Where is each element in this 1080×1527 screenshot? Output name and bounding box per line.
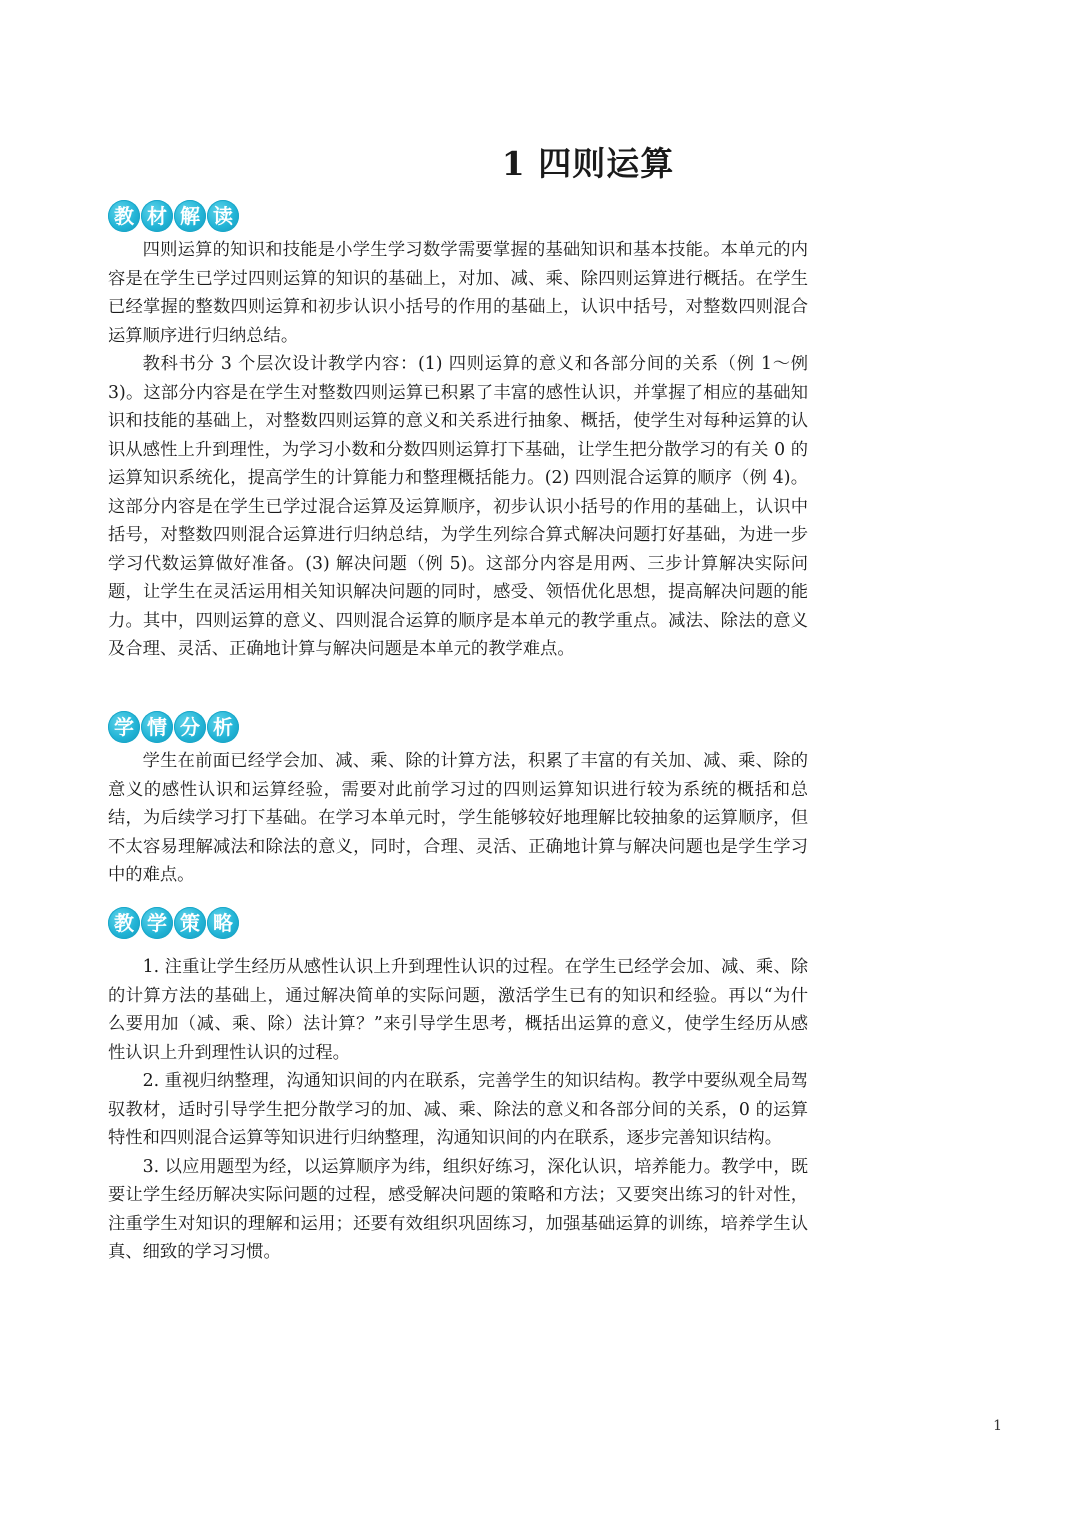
badge-char: 分	[174, 711, 206, 743]
paragraph: 1. 注重让学生经历从感性认识上升到理性认识的过程。在学生已经学会加、减、乘、除的计算方法的基础上，通过解决简单的实际问题，激活学生已有的知识和经验。再以“为什么要用加（减、乘、除）法计算？”来引导学生思考，概括出运算的意义，使学生经历从感性认识上升到理性认识的过程。	[108, 957, 808, 1063]
badge-char: 读	[207, 200, 239, 232]
section-student-analysis	[108, 711, 808, 890]
badge-char: 解	[174, 200, 206, 232]
badge-char: 情	[141, 711, 173, 743]
paragraph: 学生在前面已经学会加、减、乘、除的计算方法，积累了丰富的有关加、减、乘、除的意义的感性认识和运算经验，需要对此前学习过的四则运算知识进行较为系统的概括和总结，为后续学习打下基础。在学习本单元时，学生能够较好地理解比较抽象的运算顺序，但不太容易理解减法和除法的意义，同时，合理、灵活、正确地计算与解决问题也是学生学习中的难点。	[108, 751, 808, 885]
badge-char: 材	[141, 200, 173, 232]
badge-char: 析	[207, 711, 239, 743]
section-teaching-strategy	[108, 907, 808, 1267]
paragraph: 教科书分 3 个层次设计教学内容：(1) 四则运算的意义和各部分间的关系（例 1～例 3)。这部分内容是在学生对整数四则运算已积累了丰富的感性认识，并掌握了相应的基础知识和技能的基础上，对整数四则运算的意义和关系进行抽象、概括，使学生对每种运算的认识从感性上升到理性，为学习小数和分数四则运算打下基础，让学生把分散学习的有关 0 的运算知识系统化，提高学生的计算能力和整理概括能力。(2) 四则混合运算的顺序（例 4)。这部分内容是在学生已学过混合运算及运算顺序，初步认识小括号的作用的基础上，认识中括号，对整数四则混合运算进行归纳总结，为学生列综合算式解决问题打好基础，为进一步学习代数运算做好准备。(3) 解决问题（例 5)。这部分内容是用两、三步计算解决实际问题，让学生在灵活运用相关知识解决问题的同时，感受、领悟优化思想，提高解决问题的能力。其中，四则运算的意义、四则混合运算的顺序是本单元的教学重点。减法、除法的意义及合理、灵活、正确地计算与解决问题是本单元的教学难点。	[108, 354, 808, 659]
badge-char: 学	[141, 907, 173, 939]
badge-char: 策	[174, 907, 206, 939]
badge-char: 略	[207, 907, 239, 939]
badge-char: 教	[108, 200, 140, 232]
page-title: 1 四则运算	[501, 144, 675, 183]
badge-char: 学	[108, 711, 140, 743]
section-badge	[108, 711, 808, 743]
section-textbook-analysis	[108, 200, 808, 664]
paragraph: 2. 重视归纳整理，沟通知识间的内在联系，完善学生的知识结构。教学中要纵观全局驾驭教材，适时引导学生把分散学习的加、减、乘、除法的意义和各部分间的关系，0 的运算特性和四则混合运算等知识进行归纳整理，沟通知识间的内在联系，逐步完善知识结构。	[108, 1071, 808, 1148]
section-badge	[108, 907, 808, 939]
badge-char: 教	[108, 907, 140, 939]
paragraph: 四则运算的知识和技能是小学生学习数学需要掌握的基础知识和基本技能。本单元的内容是在学生已学过四则运算的知识的基础上，对加、减、乘、除四则运算进行概括。在学生已经掌握的整数四则运算和初步认识小括号的作用的基础上，认识中括号，对整数四则混合运算顺序进行归纳总结。	[108, 240, 808, 346]
section-badge	[108, 200, 808, 232]
page-number: 1	[993, 1418, 1002, 1434]
paragraph: 3. 以应用题型为经，以运算顺序为纬，组织好练习，深化认识，培养能力。教学中，既要让学生经历解决实际问题的过程，感受解决问题的策略和方法；又要突出练习的针对性，注重学生对知识的理解和运用；还要有效组织巩固练习，加强基础运算的训练，培养学生认真、细致的学习习惯。	[108, 1156, 808, 1262]
